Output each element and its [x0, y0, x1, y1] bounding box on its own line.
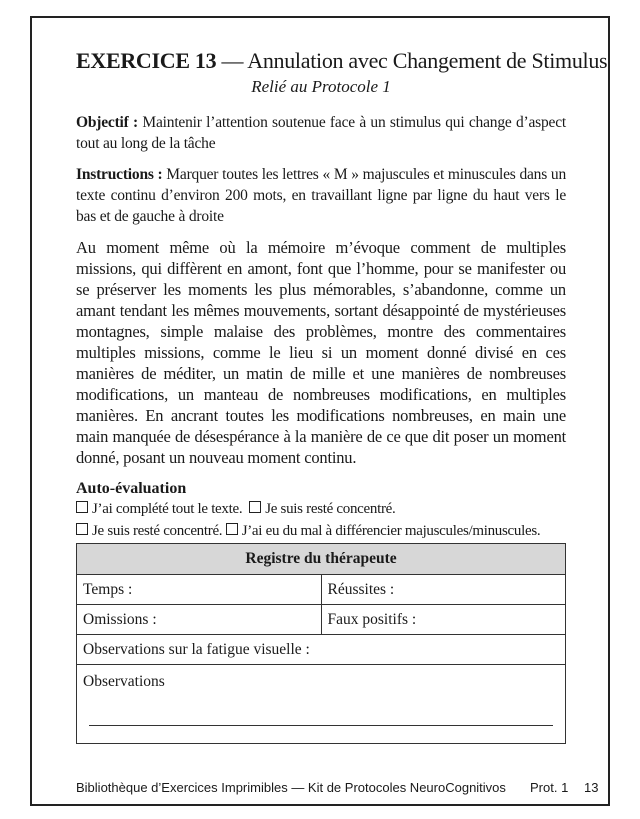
self-eval-item: J’ai complété tout le texte. [92, 501, 243, 517]
time-field[interactable]: Temps : [77, 575, 322, 605]
visual-fatigue-field[interactable]: Observations sur la fatigue visuelle : [77, 635, 566, 665]
therapist-register [76, 543, 566, 744]
self-eval-item: J’ai eu du mal à différencier majuscules/minuscules. [241, 523, 541, 539]
instructions-label: Instructions : [76, 166, 163, 183]
objective-label: Objectif : [76, 114, 138, 131]
exercise-number: EXERCICE 13 [76, 48, 217, 73]
register-title: Registre du thérapeute [77, 544, 566, 575]
objective [76, 112, 566, 154]
footer-library: Bibliothèque d’Exercices Imprimibles — Kit de Protocoles NeuroCognitivos [76, 780, 506, 795]
exercise-title-text: — Annulation avec Changement de Stimulus [216, 48, 608, 73]
self-eval-item: Je suis resté concentré. [92, 523, 223, 539]
success-field[interactable]: Réussites : [321, 575, 566, 605]
checkbox[interactable] [226, 523, 238, 535]
objective-text: Maintenir l’attention soutenue face à un stimulus qui change d’aspect tout au long de la tâche [76, 114, 566, 152]
self-eval-line-1 [76, 498, 566, 520]
self-eval-title: Auto-évaluation [76, 480, 187, 497]
self-eval-item: Je suis resté concentré. [265, 501, 396, 517]
exercise-subtitle: Relié au Protocole 1 [251, 77, 391, 96]
page-number: 13 [584, 780, 599, 795]
instructions-text: Marquer toutes les lettres « M » majuscules et minuscules dans un texte continu d’environ 200 mots, en travaillant ligne par ligne du haut vers le bas et de gauche à droite [76, 166, 566, 225]
checkbox[interactable] [76, 501, 88, 513]
exercise-content [76, 48, 608, 542]
checkbox[interactable] [249, 501, 261, 513]
observations-field[interactable] [77, 665, 566, 744]
self-eval-line-2 [76, 520, 566, 542]
checkbox[interactable] [76, 523, 88, 535]
exercise-passage: Au moment même où la mémoire m’évoque comment de multiples missions, qui diffèrent en amont, font que l’homme, pour se manifester ou se préserver les moments les plus mémorables, s’abandonne, comme un amant tendant les mêmes mouvements, sortant désappointé de mystérieuses montagnes, simple malaise des problèmes, montre des commentaires multiples missions, comme le lieu si un moment donné divisé en ces manières de méditer, un matin de mille et une manières de nombreuses modifications, un manteau de nombreuses modifications, en multiples manières. En ancrant toutes les modifications nombreuses, en main une main manquée de désespérance à la manière de ce que dit poser un moment donné, posant un nouveau moment continu. [76, 238, 566, 467]
observations-label: Observations [83, 673, 165, 690]
exercise-title [76, 48, 608, 74]
footer-protocol: Prot. 1 [530, 780, 569, 795]
instructions [76, 164, 566, 227]
omissions-field[interactable]: Omissions : [77, 605, 322, 635]
observations-line [89, 725, 553, 726]
false-positives-field[interactable]: Faux positifs : [321, 605, 566, 635]
